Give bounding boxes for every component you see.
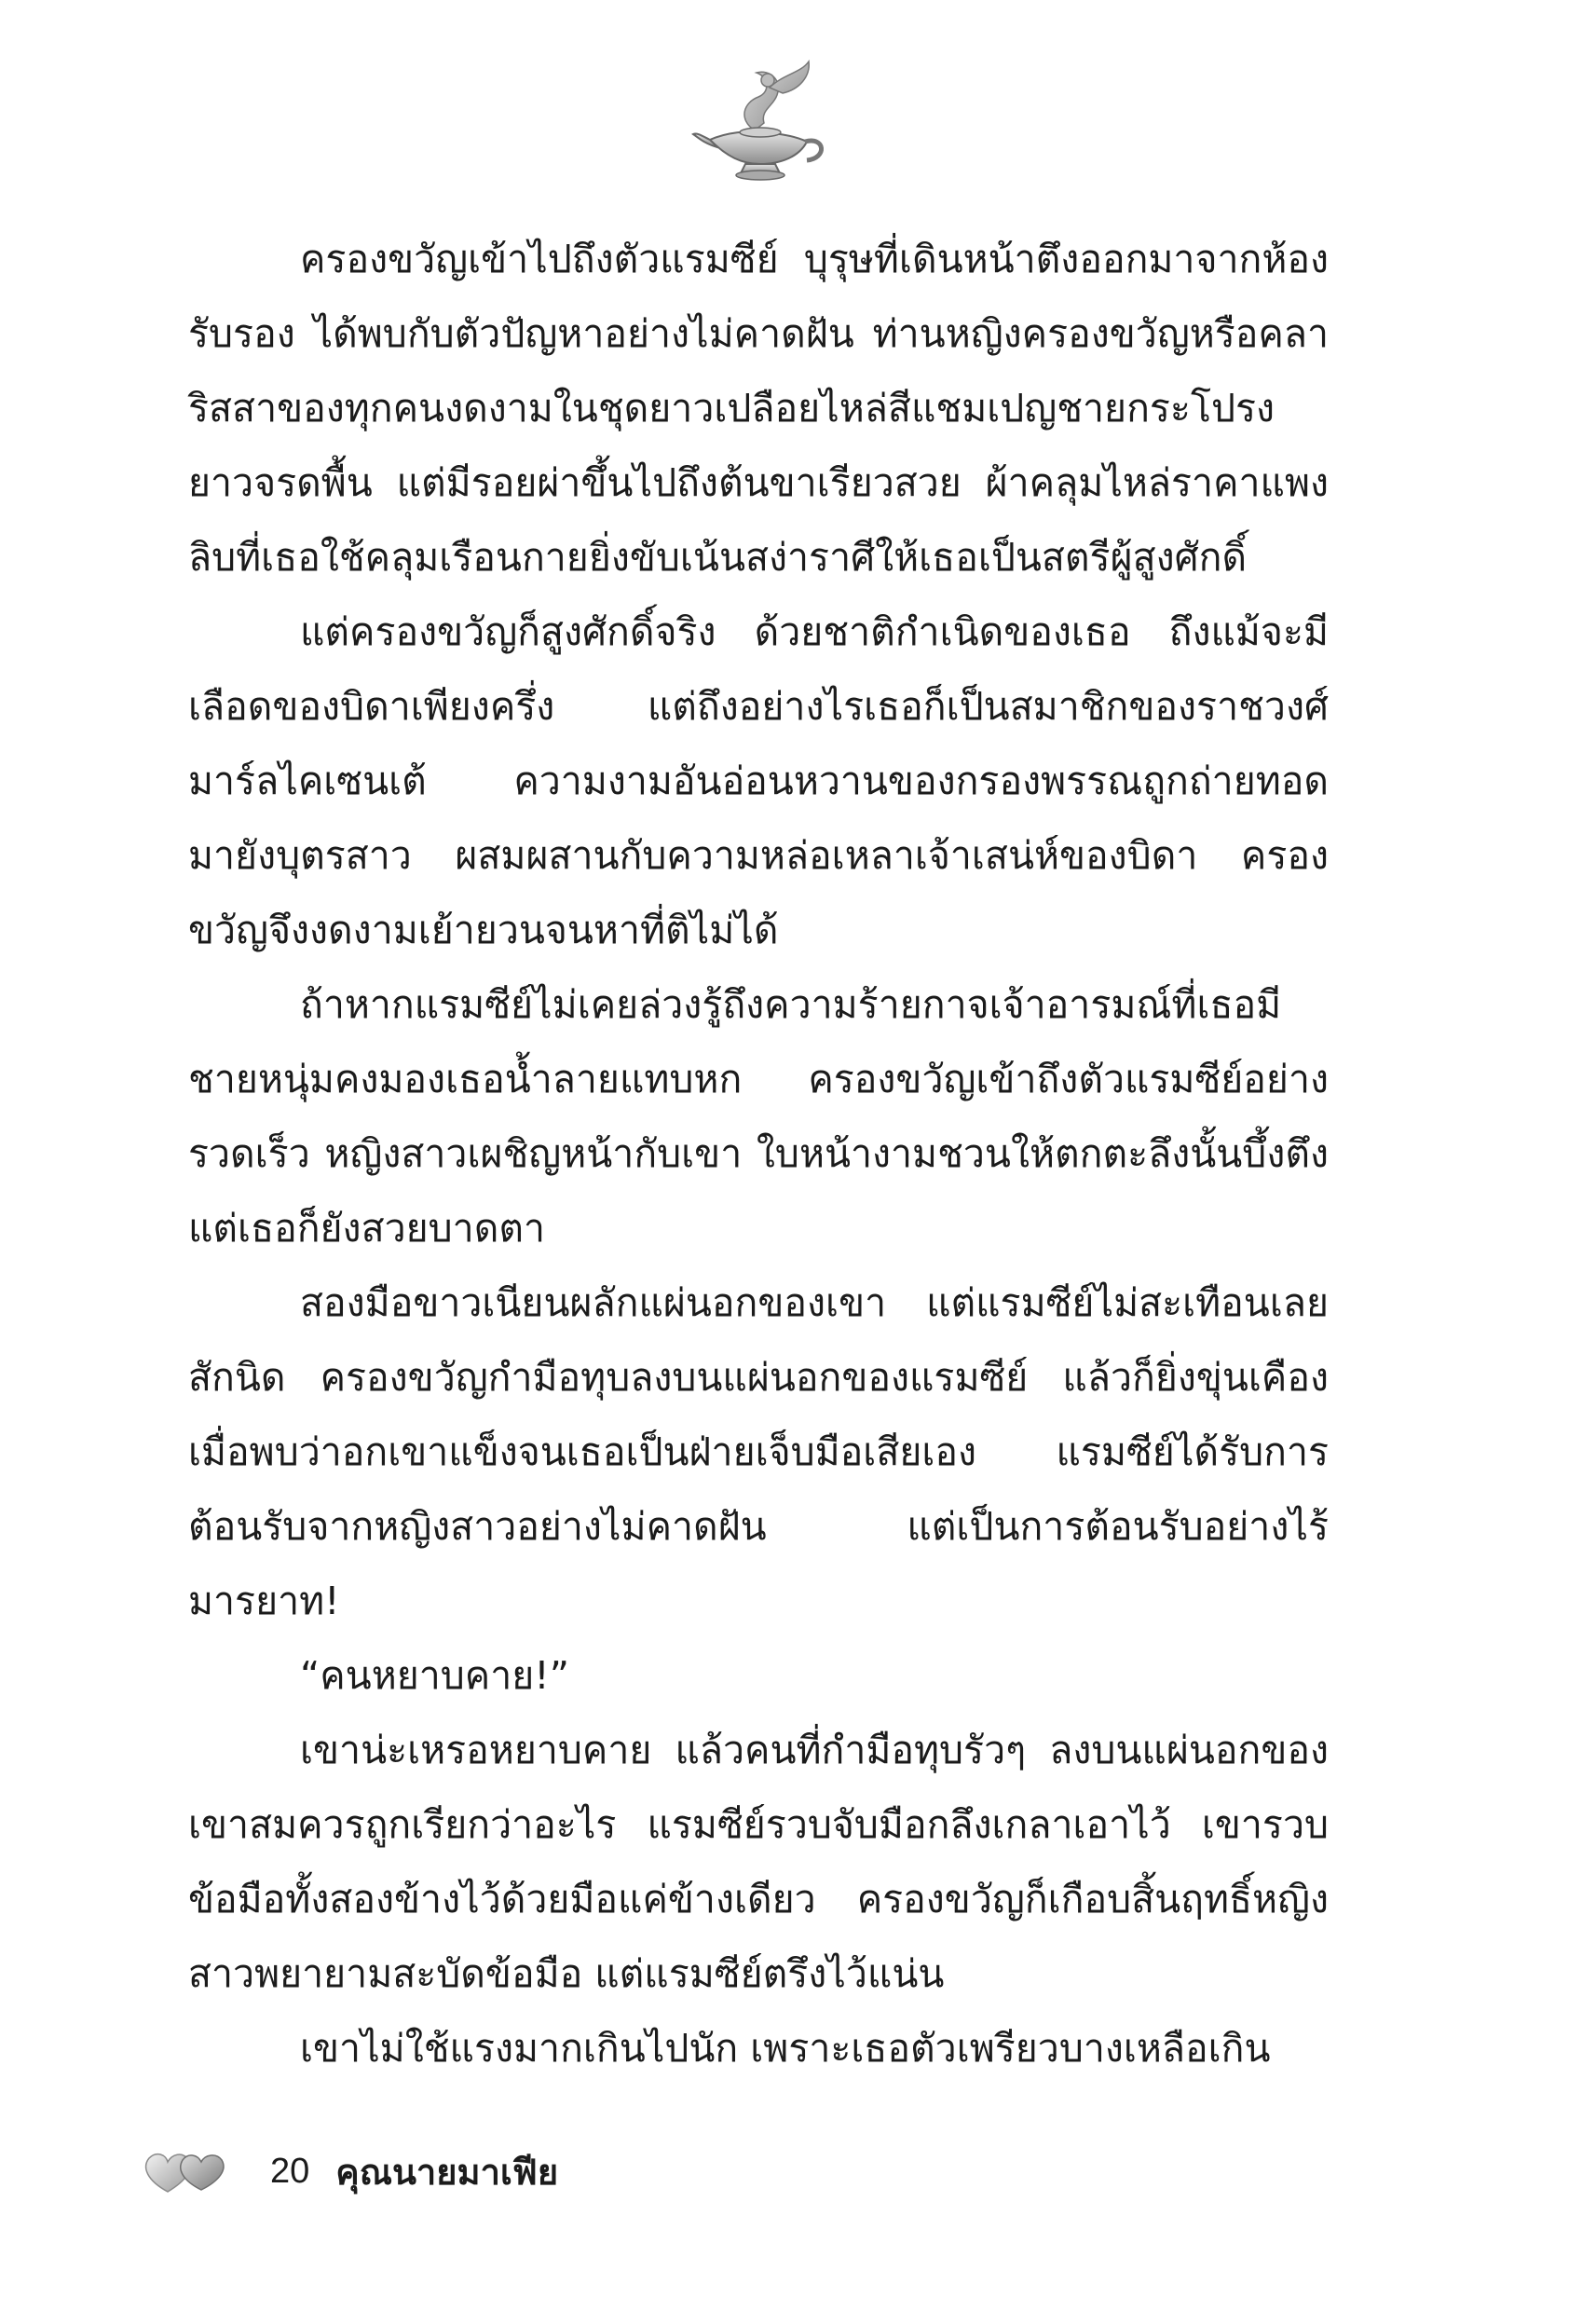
story-text — [188, 222, 1329, 2085]
page-footer — [140, 2143, 558, 2199]
paragraph-6: เขาน่ะเหรอหยาบคาย แล้วคนที่กำมือทุบรัวๆ ลงบนแผ่นอกของเขาสมควรถูกเรียกว่าอะไร แรมซีย์รวบจับมือกลึงเกลาเอาไว้ เขารวบข้อมือทั้งสองข้างไว้ด้วยมือแค่ข้างเดียว ครองขวัญก็เกือบสิ้นฤทธิ์หญิงสาวพยายามสะบัดข้อมือ แต่แรมซีย์ตรึงไว้แน่น — [188, 1728, 1329, 1996]
book-title: คุณนายมาเฟีย — [335, 2151, 559, 2193]
paragraph-4: สองมือขาวเนียนผลักแผ่นอกของเขา แต่แรมซีย์ไม่สะเทือนเลยสักนิด ครองขวัญกำมือทุบลงบนแผ่นอกของแรมซีย์ แล้วก็ยิ่งขุ่นเคืองเมื่อพบว่าอกเขาแข็งจนเธอเป็นฝ่ายเจ็บมือเสียเอง แรมซีย์ได้รับการต้อนรับจากหญิงสาวอย่างไม่คาดฝัน แต่เป็นการต้อนรับอย่างไร้มารยาท! — [188, 1280, 1329, 1623]
paragraph-1: ครองขวัญเข้าไปถึงตัวแรมซีย์ บุรุษที่เดินหน้าตึงออกมาจากห้องรับรอง ได้พบกับตัวปัญหาอย่างไม่คาดฝัน ท่านหญิงครองขวัญหรือคลาริสสาของทุกคนงดงามในชุดยาวเปลือยไหล่สีแชมเปญชายกระโปรงยาวจรดพื้น แต่มีรอยผ่าขึ้นไปถึงต้นขาเรียวสวย ผ้าคลุมไหล่ราคาแพงลิบที่เธอใช้คลุมเรือนกายยิ่งขับเน้นสง่าราศีให้เธอเป็นสตรีผู้สูงศักดิ์ — [188, 237, 1329, 580]
paragraph-2: แต่ครองขวัญก็สูงศักดิ์จริง ด้วยชาติกำเนิดของเธอ ถึงแม้จะมีเลือดของบิดาเพียงครึ่ง แต่ถึงอย่างไรเธอก็เป็นสมาชิกของราชวงศ์มาร์ลไคเซนเต้ ความงามอันอ่อนหวานของกรองพรรณถูกถ่ายทอดมายังบุตรสาว ผสมผสานกับความหล่อเหลาเจ้าเสน่ห์ของบิดา ครองขวัญจึงงดงามเย้ายวนจนหาที่ติไม่ได้ — [188, 609, 1329, 952]
page-number: 20 — [270, 2151, 310, 2191]
two-hearts-icon — [140, 2143, 233, 2199]
paragraph-5-dialogue: “คนหยาบคาย!” — [300, 1653, 569, 1698]
paragraph-3: ถ้าหากแรมซีย์ไม่เคยล่วงรู้ถึงความร้ายกาจเจ้าอารมณ์ที่เธอมี ชายหนุ่มคงมองเธอน้ำลายแทบหก ครองขวัญเข้าถึงตัวแรมซีย์อย่างรวดเร็ว หญิงสาวเผชิญหน้ากับเขา ใบหน้างามชวนให้ตกตะลึงนั้นบึ้งตึง แต่เธอก็ยังสวยบาดตา — [188, 982, 1329, 1251]
genie-lamp-icon — [689, 54, 829, 185]
paragraph-7: เขาไม่ใช้แรงมากเกินไปนัก เพราะเธอตัวเพรียวบางเหลือเกิน — [300, 2026, 1271, 2071]
